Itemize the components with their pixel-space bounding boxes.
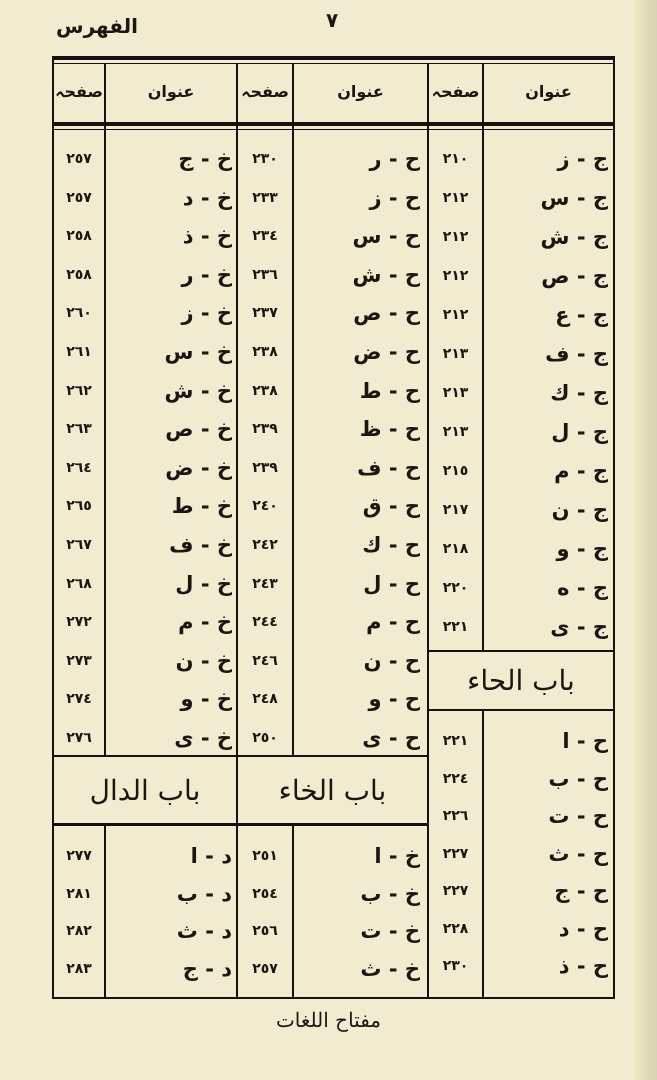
entry-title: خ - ج (178, 147, 232, 171)
column-header-page: صفحہ (431, 81, 480, 101)
entry-page: ٢٨١ (66, 886, 92, 902)
entry-page: ٢٧٣ (66, 653, 92, 669)
entry-title: ح - ل (363, 572, 420, 596)
header-border-thin (52, 129, 614, 130)
entry-page: ٢٣٠ (442, 958, 469, 974)
page-title: الفهرس (56, 14, 139, 38)
entry-title: ح - د (558, 917, 608, 941)
entry-page: ٢١٢ (442, 190, 469, 206)
column-divider (482, 711, 484, 997)
entry-page: ٢٤٠ (252, 498, 278, 514)
column-divider (104, 826, 106, 997)
entry-page: ٢١٨ (442, 541, 469, 557)
entry-page: ٢٤٨ (252, 691, 278, 707)
entry-title: ج - ش (540, 225, 608, 249)
chapter-rule (427, 709, 615, 711)
entry-title: ح - ى (362, 726, 420, 750)
entry-page: ٢٥٧ (66, 151, 92, 167)
entry-page: ٢٥٤ (252, 886, 278, 902)
entry-title: ح - ظ (359, 417, 420, 441)
entry-page: ٢٦٧ (66, 537, 92, 553)
entry-page: ٢٢٦ (442, 808, 469, 824)
entry-page: ٢٣٤ (252, 228, 278, 244)
top-border-thick (52, 56, 614, 60)
entry-title: ح - ز (369, 186, 420, 210)
entry-page: ٢٧٧ (66, 848, 92, 864)
entry-title: خ - ش (164, 379, 232, 403)
entry-title: ج - ك (550, 381, 608, 405)
entry-page: ٢١٧ (442, 502, 469, 518)
chapter-heading: باب الحاء (467, 664, 575, 697)
entry-title: ح - ط (359, 379, 420, 403)
entry-page: ٢٦٣ (66, 421, 92, 437)
entry-title: ح - س (352, 224, 420, 248)
entry-page: ٢١٠ (442, 151, 469, 167)
entry-title: ح - ن (363, 649, 420, 673)
entry-page: ٢٤٣ (252, 576, 278, 592)
column-header-title: عنوان (525, 81, 572, 101)
entry-title: د - ج (182, 957, 232, 981)
entry-page: ٢١٣ (442, 346, 469, 362)
entry-page: ٢٦١ (66, 344, 92, 360)
entry-page: ٢٦٥ (66, 498, 92, 514)
entry-title: خ - ل (175, 572, 232, 596)
entry-title: ح - ذ (558, 954, 608, 978)
entry-title: خ - د (182, 186, 232, 210)
chapter-heading: باب الخاء (278, 773, 387, 807)
column-header-page: صفحہ (241, 81, 289, 101)
entry-page: ٢٥٧ (66, 190, 92, 206)
entry-title: ح - ك (362, 533, 420, 557)
entry-page: ٢٥٦ (252, 923, 278, 939)
entry-page: ٢١٣ (442, 385, 469, 401)
entry-title: ج - ص (541, 264, 608, 288)
entry-page: ٢٤٦ (252, 653, 278, 669)
entry-page: ٢٦٢ (66, 383, 92, 399)
entry-title: ح - ر (369, 147, 420, 171)
entry-page: ٢٦٤ (66, 460, 92, 476)
entry-page: ٢٦٠ (66, 305, 92, 321)
entry-page: ٢٢٧ (442, 846, 469, 862)
entry-title: ح - ق (362, 494, 420, 518)
entry-title: ج - س (540, 186, 608, 210)
column-divider (292, 826, 294, 997)
entry-page: ٢٣٧ (252, 305, 278, 321)
entry-page: ٢٢٤ (442, 771, 469, 787)
entry-page: ٢٥١ (252, 848, 278, 864)
entry-page: ٢٣٩ (252, 460, 278, 476)
column-divider (482, 63, 484, 650)
bottom-border (52, 997, 614, 999)
entry-title: ح - ش (352, 263, 420, 287)
column-header-title: عنوان (337, 81, 384, 101)
entry-title: ج - ن (551, 498, 608, 522)
header-border-thick (52, 122, 614, 126)
entry-page: ٢٤٤ (252, 614, 278, 630)
entry-title: خ - ف (169, 533, 232, 557)
entry-title: خ - ذ (182, 224, 232, 248)
page-edge-shadow (635, 0, 657, 1080)
entry-title: د - ب (176, 882, 232, 906)
column-header-page: صفحہ (55, 81, 103, 101)
entry-title: ج - ز (557, 147, 608, 171)
entry-page: ٢٨٣ (66, 961, 92, 977)
entry-page: ٢٣٩ (252, 421, 278, 437)
entry-title: خ - م (178, 610, 232, 634)
entry-title: ح - ص (353, 301, 420, 325)
chapter-rule (52, 823, 428, 826)
entry-title: خ - ن (175, 649, 232, 673)
entry-title: ج - و (556, 537, 608, 561)
entry-page: ٢٧٤ (66, 691, 92, 707)
entry-page: ٢٣٦ (252, 267, 278, 283)
entry-page: ٢١٢ (442, 307, 469, 323)
column-header-title: عنوان (147, 81, 195, 101)
entry-page: ٢٧٢ (66, 614, 92, 630)
entry-page: ٢٢٧ (442, 883, 469, 899)
entry-title: خ - ى (174, 726, 232, 750)
entry-title: ج - ه (557, 576, 608, 600)
entry-page: ٢١٣ (442, 424, 469, 440)
entry-page: ٢٣٣ (252, 190, 278, 206)
entry-page: ٢٥٨ (66, 267, 92, 283)
entry-title: خ - ر (181, 263, 232, 287)
entry-page: ٢١٢ (442, 229, 469, 245)
entry-title: ح - ت (548, 804, 608, 828)
entry-title: خ - ز (181, 301, 232, 325)
footer-title: مفتاح اللغات (275, 1008, 382, 1032)
entry-title: ج - ع (555, 303, 608, 327)
chapter-heading: باب الدال (89, 773, 201, 807)
entry-title: ح - و (368, 687, 420, 711)
entry-title: خ - ث (360, 957, 420, 981)
outer-right-border (613, 56, 615, 999)
entry-title: ج - ف (545, 342, 608, 366)
entry-page: ٢٢١ (442, 619, 469, 635)
page-number: ٧ (326, 8, 339, 32)
entry-title: ح - ف (357, 456, 420, 480)
entry-title: ح - ا (562, 729, 608, 753)
entry-title: خ - ض (165, 456, 232, 480)
entry-title: خ - ص (165, 417, 232, 441)
entry-page: ٢٣٠ (252, 151, 278, 167)
entry-title: خ - ا (374, 844, 420, 868)
entry-page: ٢٣٨ (252, 383, 278, 399)
column-divider (104, 63, 106, 755)
entry-title: ج - م (554, 459, 608, 483)
entry-page: ٢٦٨ (66, 576, 92, 592)
entry-page: ٢١٢ (442, 268, 469, 284)
entry-title: ح - ض (353, 340, 420, 364)
entry-title: خ - ط (171, 494, 232, 518)
entry-page: ٢٤٢ (252, 537, 278, 553)
entry-title: ح - ب (548, 767, 608, 791)
entry-page: ٢٧٦ (66, 730, 92, 746)
entry-page: ٢٨٢ (66, 923, 92, 939)
entry-page: ٢٢١ (442, 733, 469, 749)
entry-page: ٢١٥ (442, 463, 469, 479)
column-divider (292, 63, 294, 755)
entry-title: ح - ج (554, 879, 608, 903)
entry-page: ٢٥٠ (252, 730, 278, 746)
entry-title: د - ا (190, 844, 232, 868)
top-border-thin (52, 63, 614, 64)
entry-page: ٢٢٠ (442, 580, 469, 596)
entry-page: ٢٥٧ (252, 961, 278, 977)
entry-title: خ - و (180, 687, 232, 711)
entry-title: ج - ى (550, 615, 608, 639)
entry-title: ج - ل (551, 420, 608, 444)
entry-title: خ - ب (360, 882, 420, 906)
entry-title: د - ث (176, 919, 232, 943)
entry-title: خ - ت (360, 919, 420, 943)
entry-page: ٢٥٨ (66, 228, 92, 244)
entry-page: ٢٣٨ (252, 344, 278, 360)
entry-page: ٢٢٨ (442, 921, 469, 937)
entry-title: خ - س (164, 340, 232, 364)
entry-title: ح - م (366, 610, 420, 634)
entry-title: ح - ث (548, 842, 608, 866)
